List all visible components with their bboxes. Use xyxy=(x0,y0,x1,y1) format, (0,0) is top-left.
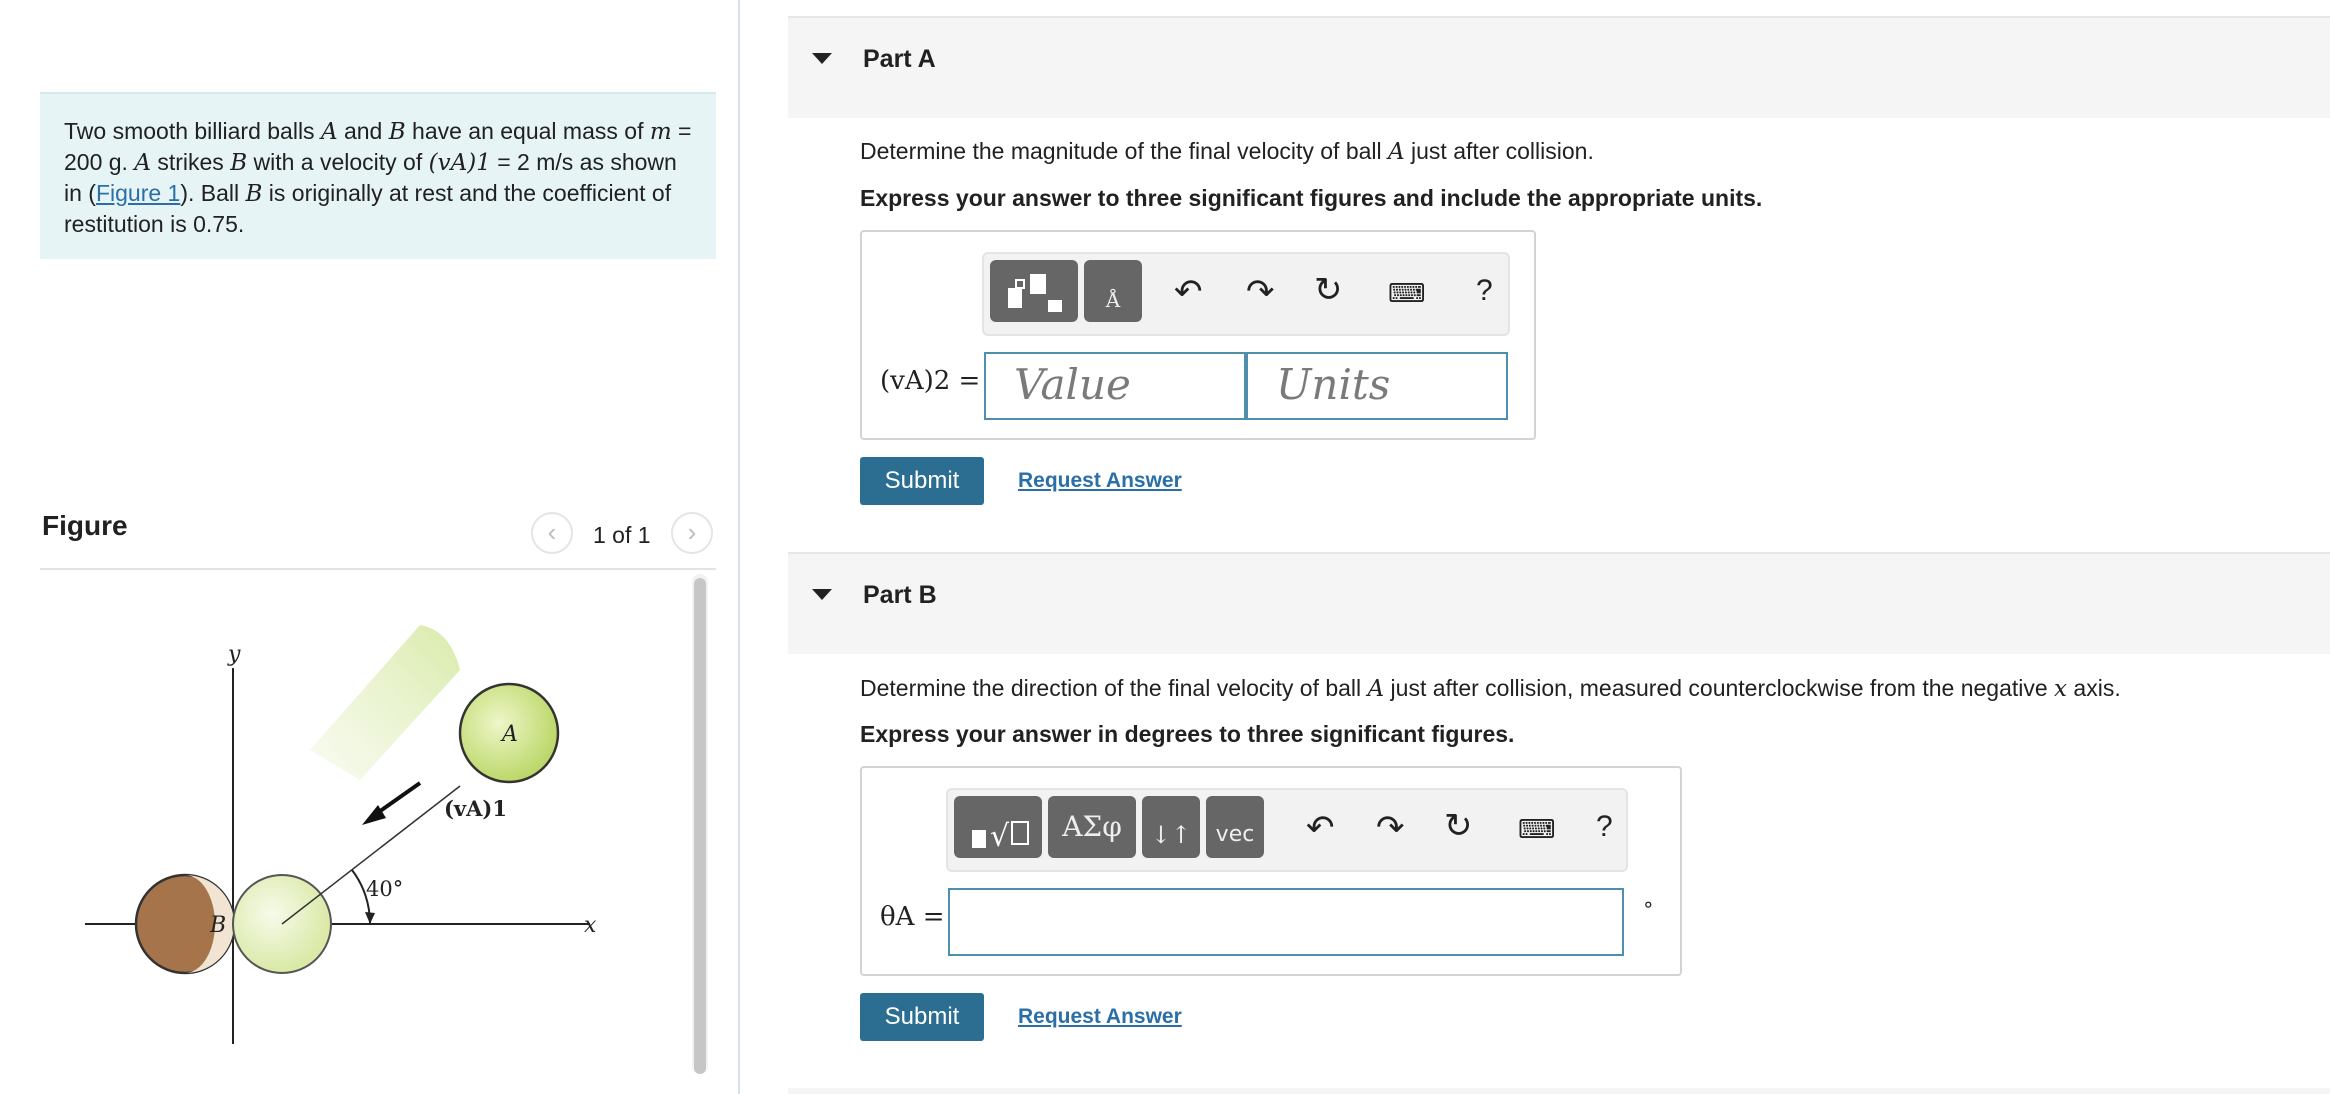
angle-input[interactable] xyxy=(948,888,1624,956)
figure-link[interactable]: Figure 1 xyxy=(95,180,181,206)
problem-var: A xyxy=(134,150,151,176)
problem-text: strikes xyxy=(150,149,231,175)
problem-text: = 200 g. xyxy=(64,118,692,175)
part-c-header-edge xyxy=(788,1088,2330,1094)
part-a-instruction: Express your answer to three significant figures and include the appropriate units. xyxy=(860,185,1763,211)
ball-a-label: A xyxy=(502,722,518,747)
motion-trail xyxy=(310,625,460,780)
part-a-var-label: (vA)2 = xyxy=(880,366,981,396)
units-icon[interactable]: Å xyxy=(1084,260,1142,322)
problem-text: as shown in ( xyxy=(64,149,677,206)
caret-down-icon[interactable] xyxy=(812,53,832,64)
problem-text: is originally at rest and the coefficient of restitution is 0.75. xyxy=(64,180,672,237)
redo-icon[interactable]: ↷ xyxy=(1246,273,1275,311)
part-b-instruction: Express your answer in degrees to three significant figures. xyxy=(860,721,1515,747)
problem-var: A xyxy=(320,119,338,145)
templates-icon[interactable] xyxy=(954,796,1042,858)
chevron-right-icon[interactable]: › xyxy=(671,512,713,554)
undo-icon[interactable]: ↶ xyxy=(1174,273,1203,311)
approach-line xyxy=(282,786,460,924)
keyboard-icon[interactable]: ⌨ xyxy=(1388,278,1426,308)
reset-icon[interactable]: ↻ xyxy=(1314,271,1343,309)
part-a-toolbar xyxy=(982,252,1510,336)
problem-var: B xyxy=(245,181,263,207)
problem-var: m xyxy=(649,119,672,145)
velocity-arrow-shaft xyxy=(376,783,420,814)
chevron-left-icon[interactable]: ‹ xyxy=(531,512,573,554)
undo-icon[interactable]: ↶ xyxy=(1306,809,1335,847)
problem-statement xyxy=(40,92,716,259)
prompt-text: Determine the magnitude of the final velocity of ball xyxy=(860,138,1389,164)
figure-diagram xyxy=(60,600,660,1060)
part-b-prompt xyxy=(860,675,2121,702)
problem-text: ). Ball xyxy=(180,180,246,206)
prompt-var: x xyxy=(2054,676,2068,702)
ball-b-label: B xyxy=(210,913,227,938)
angle-label: 40° xyxy=(366,877,404,901)
prompt-var: A xyxy=(1367,676,1385,702)
help-icon[interactable]: ? xyxy=(1476,274,1493,307)
problem-var: B xyxy=(388,119,406,145)
greek-icon[interactable]: ΑΣφ xyxy=(1048,796,1136,858)
part-a-prompt xyxy=(860,138,1594,165)
problem-text: have an equal mass of xyxy=(405,118,650,144)
part-b-request-answer-link[interactable]: Request Answer xyxy=(1018,1005,1182,1028)
vector-icon[interactable]: vec xyxy=(1206,796,1264,858)
part-a-request-answer-link[interactable]: Request Answer xyxy=(1018,469,1182,492)
problem-var: B xyxy=(230,150,248,176)
value-input[interactable]: Value xyxy=(984,352,1246,420)
caret-down-icon[interactable] xyxy=(812,589,832,600)
problem-text: and xyxy=(337,118,389,144)
figure-counter: 1 of 1 xyxy=(593,522,651,548)
problem-var: (vA)1 xyxy=(428,150,491,176)
problem-text: Two smooth billiard balls xyxy=(64,118,321,144)
templates-icon[interactable] xyxy=(990,260,1078,322)
arrows-icon[interactable]: ↓↑ xyxy=(1142,796,1200,858)
problem-text: = 2 m/s xyxy=(490,149,574,175)
divider xyxy=(40,568,716,570)
prompt-text: Determine the direction of the final velocity of ball xyxy=(860,675,1368,701)
degree-symbol: ∘ xyxy=(1642,894,1655,916)
part-b-submit-button[interactable]: Submit xyxy=(860,993,984,1041)
prompt-text: axis. xyxy=(2067,675,2121,701)
svg-text:√: √ xyxy=(990,819,1010,854)
problem-text: with a velocity of xyxy=(247,149,429,175)
part-b-toolbar xyxy=(946,788,1628,872)
part-a-answer-box xyxy=(860,230,1536,440)
keyboard-icon[interactable]: ⌨ xyxy=(1518,814,1556,844)
x-axis-label: x xyxy=(584,913,597,938)
units-input[interactable]: Units xyxy=(1246,352,1508,420)
figure-title: Figure xyxy=(42,510,128,541)
help-icon[interactable]: ? xyxy=(1596,810,1613,843)
reset-icon[interactable]: ↻ xyxy=(1444,807,1473,845)
questions-pane xyxy=(742,0,2330,1094)
y-axis-label: y xyxy=(228,642,241,667)
part-a-header[interactable] xyxy=(788,16,2330,118)
part-a-title: Part A xyxy=(863,45,936,73)
redo-icon[interactable]: ↷ xyxy=(1376,809,1405,847)
part-b-var-label: θA = xyxy=(880,902,945,932)
prompt-text: just after collision. xyxy=(1404,138,1594,164)
part-a-submit-button[interactable]: Submit xyxy=(860,457,984,505)
velocity-label: (vA)1 xyxy=(444,796,507,821)
prompt-text: just after collision, measured counterclockwise from the negative xyxy=(1384,675,2055,701)
problem-pane xyxy=(0,0,740,1094)
angle-arrowhead xyxy=(365,912,375,924)
part-b-header[interactable] xyxy=(788,552,2330,654)
prompt-var: A xyxy=(1388,139,1405,165)
part-b-answer-box xyxy=(860,766,1682,976)
figure-scrollbar-thumb[interactable] xyxy=(694,578,706,1074)
part-b-title: Part B xyxy=(863,581,937,609)
